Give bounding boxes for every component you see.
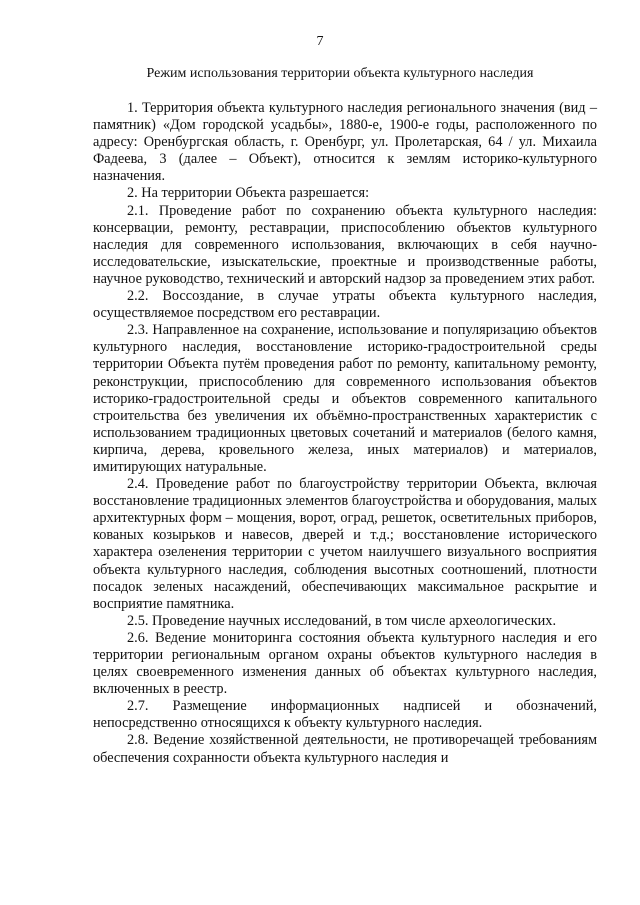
paragraph-2-2: 2.2. Воссоздание, в случае утраты объекта культурного наследия, осуществляемое посредством его реставрации. [93,288,597,322]
paragraph-2-5: 2.5. Проведение научных исследований, в том числе археологических. [127,612,557,629]
section-heading: Режим использования территории объекта культурного наследия [146,66,534,81]
page-number: 7 [316,34,324,49]
paragraph-2-1: 2.1. Проведение работ по сохранению объекта культурного наследия: консервации, ремонту, реставрации, приспособлению объектов культурного наследия для современного использования, включающих в себя научно-исследовательские, изыскательские, проектные и производственные работы, научное руководство, технический и авторский надзор за проведением этих работ. [93,202,597,287]
paragraph-2-6: 2.6. Ведение мониторинга состояния объекта культурного наследия и его территории региональным органом охраны объектов культурного наследия в целях своевременного изменения данных об объектах культурного наследия, включенных в реестр. [93,629,597,698]
paragraph-2-7: 2.7. Размещение информационных надписей и обозначений, непосредственно относящихся к объекту культурного наследия. [93,698,597,732]
paragraph-1: 1. Территория объекта культурного наследия регионального значения (вид – памятник) «Дом городской усадьбы», 1880-е, 1900-е годы, расположенного по адресу: Оренбургская область, г. Оренбург, ул. Пролетарская, 64 / ул. Михаила Фадеева, 3 (далее – Объект), относится к землям историко-культурного назначения. [93,100,597,185]
document-body [93,100,597,767]
paragraph-2-3: 2.3. Направленное на сохранение, использование и популяризацию объектов культурного наследия, восстановление историко-градостроительной среды территории Объекта путём проведения работ по ремонту, капитальному ремонту, реконструкции, приспособлению для современного использования объектов историко-градостроительной среды и объектов современного капитального строительства без увеличения их объёмно-пространственных характеристик с использованием традиционных цветовых сочетаний и материалов (белого камня, кирпича, дерева, кровельного железа, иных материалов) и материалов, имитирующих натуральные. [93,322,597,475]
paragraph-2-4: 2.4. Проведение работ по благоустройству территории Объекта, включая восстановление традиционных элементов благоустройства и оборудования, малых архитектурных форм – мощения, ворот, оград, решеток, осветительных приборов, кованых козырьков и навесов, дверей и т.д.; восстановление исторического характера озеленения территории с учетом наилучшего визуального восприятия объекта культурного наследия, соблюдения высотных соотношений, плотности посадок зеленых насаждений, обеспечивающих максимальное раскрытие и восприятие памятника. [93,476,597,612]
paragraph-2: 2. На территории Объекта разрешается: [127,185,370,202]
paragraph-2-8: 2.8. Ведение хозяйственной деятельности, не противоречащей требованиям обеспечения сохранности объекта культурного наследия и [93,732,597,766]
